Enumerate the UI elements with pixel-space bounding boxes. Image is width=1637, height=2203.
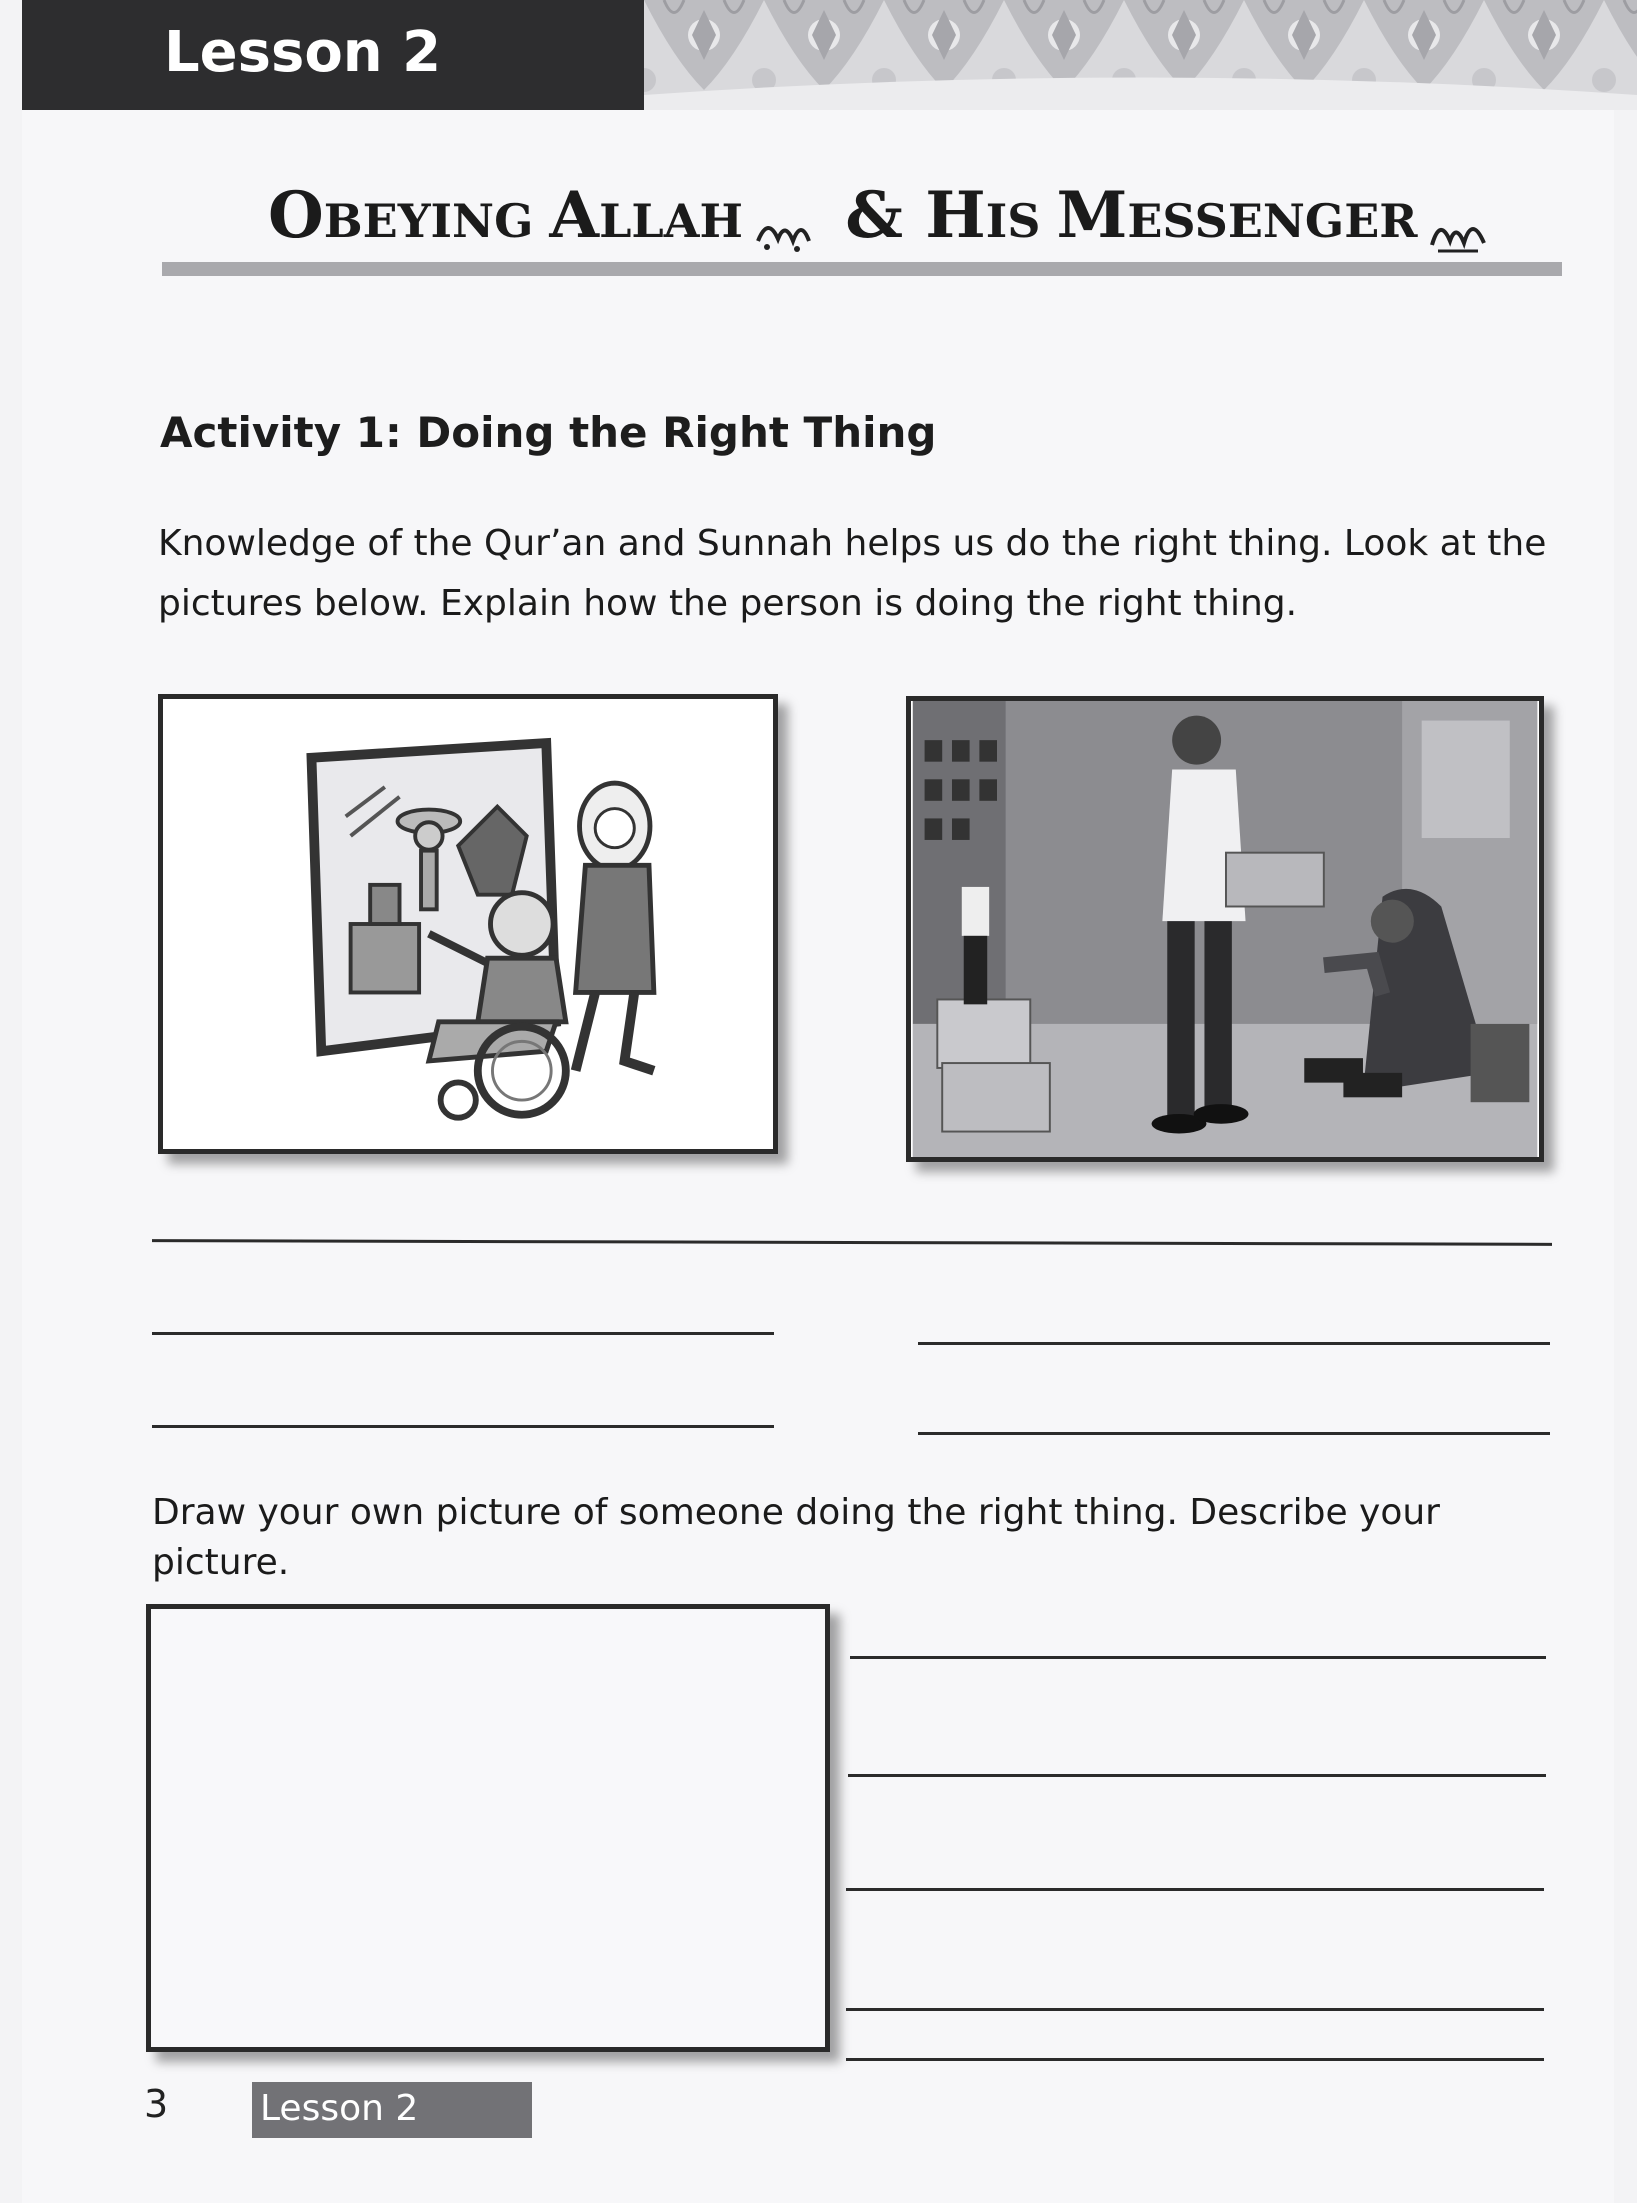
answer-line[interactable] [152,1332,774,1335]
lesson-header-label: Lesson 2 [164,20,442,85]
lesson-header-tab [22,0,644,110]
answer-line[interactable] [918,1342,1550,1345]
drawing-box[interactable] [146,1604,830,2052]
salutation-calligraphy-icon [1428,211,1488,255]
charity-photo-image [906,696,1544,1162]
draw-instructions: Draw your own picture of someone doing the right thing. Describe your picture. [152,1492,1440,1583]
title-underline [162,262,1562,276]
ornament-border-icon [644,0,1637,110]
honorific-calligraphy-icon [753,211,813,255]
wheelchair-shopping-illustration [163,699,773,1149]
footer-lesson-label: Lesson 2 [260,2088,419,2129]
cartoon-wheelchair-image [158,694,778,1154]
activity-instructions: Knowledge of the Qur’an and Sunnah helps us do the right thing. Look at the pictures below. Explain how the person is doing the right thing. [158,523,1547,624]
description-line[interactable] [846,2008,1544,2011]
activity-heading: Activity 1: Doing the Right Thing [160,408,937,457]
answer-line[interactable] [152,1425,774,1428]
description-line[interactable] [850,1656,1546,1659]
footer-lesson-tab [252,2082,532,2138]
description-line[interactable] [846,2058,1544,2061]
giving-to-homeless-illustration [911,701,1539,1157]
page-number: 3 [144,2082,169,2126]
page-title: OBEYING ALLAH & HIS MESSENGER [268,178,1508,255]
description-line[interactable] [848,1774,1546,1777]
answer-line[interactable] [918,1432,1550,1435]
description-line[interactable] [846,1888,1544,1891]
